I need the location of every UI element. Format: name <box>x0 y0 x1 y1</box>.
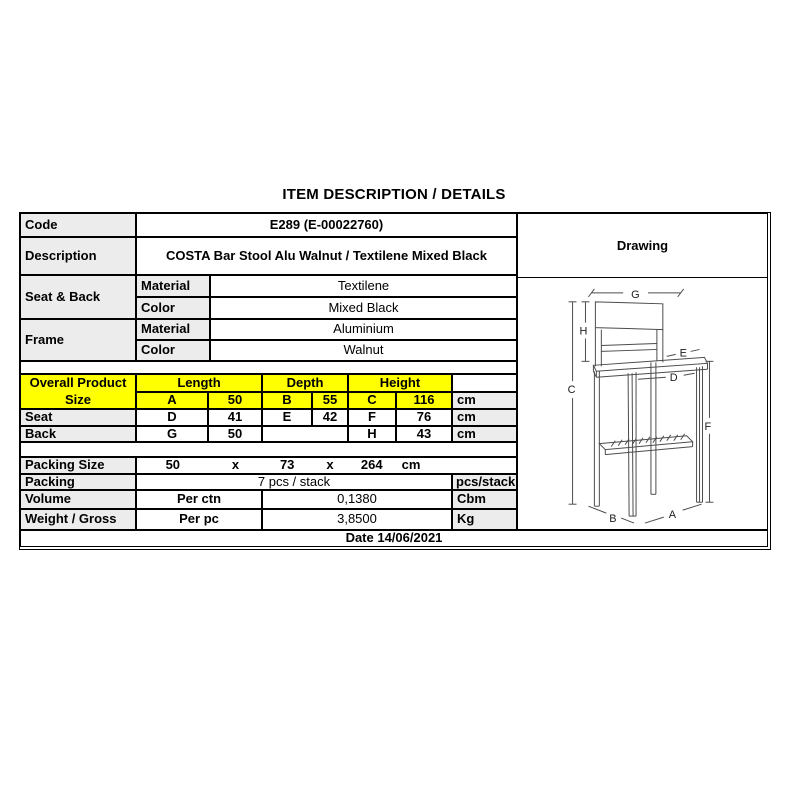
packing-size-v2: 73 <box>279 457 295 473</box>
dim-label-d: D <box>669 372 678 385</box>
dim-label-g: G <box>631 288 640 301</box>
seat-length-value: 41 <box>208 409 262 426</box>
frame-group-label: Frame <box>20 319 136 361</box>
seat-back-material-label: Material <box>136 275 210 297</box>
drawing-header: Drawing <box>518 214 767 278</box>
overall-product-size-header <box>20 374 136 409</box>
seat-depth-key: E <box>262 409 312 426</box>
size-header-unit-empty <box>452 374 517 392</box>
dim-label-c: C <box>567 384 576 397</box>
volume-label: Volume <box>20 490 136 509</box>
overall-depth-key: B <box>262 392 312 409</box>
back-height-key: H <box>348 426 396 442</box>
height-header: Height <box>348 374 452 392</box>
packing-size-v3: 264 <box>360 457 383 473</box>
seat-height-value: 76 <box>396 409 452 426</box>
description-label: Description <box>20 237 136 275</box>
frame-color-label: Color <box>136 340 210 361</box>
dim-label-b: B <box>609 513 617 526</box>
packing-size-values <box>136 457 517 474</box>
dim-label-a: A <box>668 509 677 522</box>
frame-material-value: Aluminium <box>210 319 517 340</box>
seat-length-key: D <box>136 409 208 426</box>
seat-back-material-value: Textilene <box>210 275 517 297</box>
description-value: COSTA Bar Stool Alu Walnut / Textilene Mixed Black <box>136 237 517 275</box>
overall-length-key: A <box>136 392 208 409</box>
overall-depth-value: 55 <box>312 392 348 409</box>
details-table <box>19 212 771 550</box>
back-length-key: G <box>136 426 208 442</box>
weight-label: Weight / Gross <box>20 509 136 530</box>
weight-unit: Kg <box>452 509 517 530</box>
seat-depth-value: 42 <box>312 409 348 426</box>
dim-label-h: H <box>579 325 588 338</box>
spacer-row <box>20 442 517 457</box>
seat-back-group-label: Seat & Back <box>20 275 136 319</box>
frame-color-value: Walnut <box>210 340 517 361</box>
weight-value: 3,8500 <box>262 509 452 530</box>
overall-height-key: C <box>348 392 396 409</box>
seat-row-label: Seat <box>20 409 136 426</box>
packing-size-x2: x <box>326 457 334 473</box>
overall-unit: cm <box>452 392 517 409</box>
packing-size-unit: cm <box>401 457 421 473</box>
overall-product-size-line2: Size <box>64 391 91 407</box>
back-row-label: Back <box>20 426 136 442</box>
overall-product-size-line1: Overall Product <box>29 375 127 391</box>
stool-drawing <box>518 278 767 530</box>
volume-basis: Per ctn <box>136 490 262 509</box>
length-header: Length <box>136 374 262 392</box>
spacer-row <box>20 361 517 374</box>
seat-height-key: F <box>348 409 396 426</box>
seat-back-color-value: Mixed Black <box>210 297 517 319</box>
drawing-panel <box>517 213 768 530</box>
packing-size-v1: 50 <box>165 457 181 473</box>
seat-unit: cm <box>452 409 517 426</box>
packing-value: 7 pcs / stack <box>136 474 452 490</box>
packing-label: Packing <box>20 474 136 490</box>
page-title: ITEM DESCRIPTION / DETAILS <box>282 186 506 203</box>
packing-size-x1: x <box>231 457 240 473</box>
back-depth-empty <box>262 426 348 442</box>
frame-material-label: Material <box>136 319 210 340</box>
overall-length-value: 50 <box>208 392 262 409</box>
packing-unit: pcs/stack <box>452 474 517 490</box>
back-length-value: 50 <box>208 426 262 442</box>
back-unit: cm <box>452 426 517 442</box>
seat-back-color-label: Color <box>136 297 210 319</box>
date-row: Date 14/06/2021 <box>20 530 768 547</box>
weight-basis: Per pc <box>136 509 262 530</box>
dim-label-f: F <box>704 420 712 433</box>
dim-label-e: E <box>679 347 687 360</box>
volume-unit: Cbm <box>452 490 517 509</box>
back-height-value: 43 <box>396 426 452 442</box>
volume-value: 0,1380 <box>262 490 452 509</box>
code-label: Code <box>20 213 136 237</box>
overall-height-value: 116 <box>396 392 452 409</box>
packing-size-label: Packing Size <box>20 457 136 474</box>
code-value: E289 (E-00022760) <box>136 213 517 237</box>
depth-header: Depth <box>262 374 348 392</box>
